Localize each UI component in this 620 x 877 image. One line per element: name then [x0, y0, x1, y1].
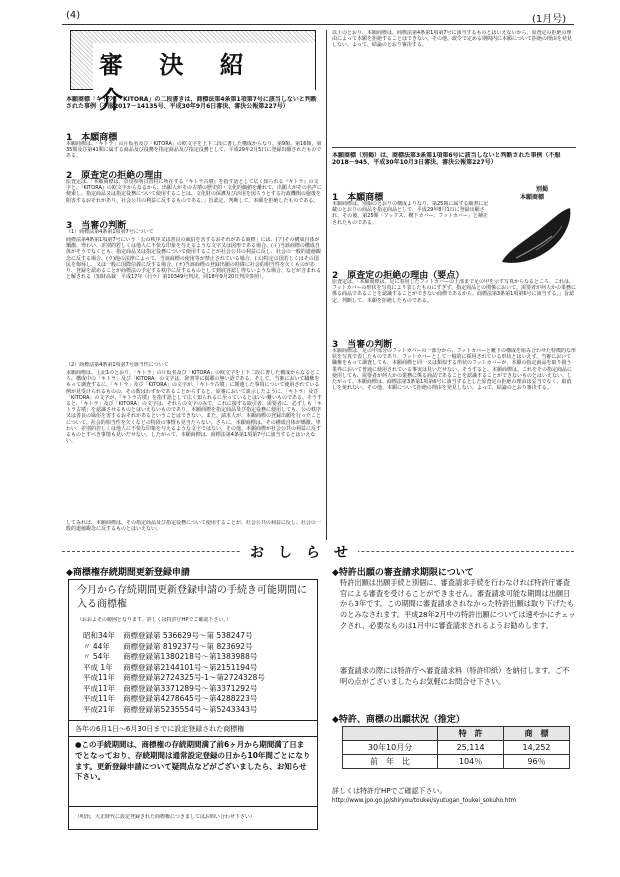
renewal-row: [79, 642, 269, 653]
renewal-row: [79, 694, 269, 705]
c1-s2-title: 2 原査定の拒絶の理由: [66, 171, 163, 179]
c1-s3-body2: 本願商標は、上記1のとおり、「キトラ」の片仮名及び「KITORA」の欧文字を上下二段に書した構成からなるところ、構成中の「キトラ」及び「KITORA」の文字は、辞書等に掲載の無い語である。そして、当審において職権をもって調査するに、「キトラ」及び「KITORA」の文字が、「キトラ古墳」に関連した事項について使用されている例が見受けられるものの、その数はわずかであることからすると、原審において説示したように、「キトラ」及び「KITORA」の文字が、『キトラ古墳』を指す語として広く知られるに至っているとはいい難いものである。そうすると、「キトラ」及び「KITORA」の文字は、それらの文字のみで、これに接する取引者、需要者に、必ずしも「キトラ古墳」を認識させるものとはいえないものであり、本願商標を指定商品及び指定役務に使用しても、公の秩序又は善良の風俗を害するおそれがあるということはできない。また、請求人が、本願商標の登録出願を行ったことについて、社会的相当性を欠くなどの特段の事情も見当たらない。さらに、本願商標は、その構成自体が矯激、卑わい、差別的若しくは他人に不快な印象を与えるような文字ではない。その他、本願商標が社会公共の利益に反するものとすべき事情も見いだせない。したがって、本願商標は、商標法第4条第1項第7号に該当するとはいえない。: [66, 370, 322, 445]
stats-header-cell: 特 許: [438, 727, 504, 741]
renewal-era: 平成 1年: [83, 662, 113, 672]
stats-cell: 104％: [438, 755, 504, 769]
c1-conclusion: 以上のとおり、本願商標は、商標法第4条第1項第7号に該当するものとはいえないから、原査定の拒絶の理由によって本願を拒絶することはできない。その他、政令で定める期間内に本願について拒絶の理由を発見しない。よって、結論のとおり審決する。: [332, 30, 572, 49]
exam-body: 特許出願は出願手続と別個に、審査請求手続を行わなければ特許庁審査官による審査を受けることができません。審査請求可能な期間は出願日から3年です。この期間に審査請求されなかった特許出願は取り下げたものとみなされます。平成28年2月中の特許出願については速やかにチェックされ、必要なものは1月中に審査請求されるようお勧めします。: [340, 578, 576, 630]
c2-s3-body: 本願商標は、足の甲部分のフットカバーの一部分から、フットカバーと靴下の構成を組み合わせた特徴的な形状を写真で表したものであり、フットカバーとして一般的に採用されている形状とはいえず、当審において職権をもって調査しても、本願商標と同一又は類似する形状のフットカバーが、本願の指定商品を取り扱う業界において普通に使用されている事実は見いだせない。そうすると、本願商標は、これをその指定商品に使用しても、需要者が何人かの業務に係る商品であることを認識することができないものとはいえない。したがって、本願商標は、商標法第3条第1項第6号に該当するとした原査定の拒絶の理由は妥当でなく、取消しを免れない。その他、本願について拒絶の理由を発見しない。よって、結論のとおり審決する。: [332, 348, 576, 392]
bekkei-caption: 本願商標: [520, 194, 545, 201]
renewal-number-range: 商標登録第2144101号～第2151194号: [123, 662, 258, 672]
renewal-era: 平成11年: [83, 683, 116, 693]
renewal-footnote: （明治、大正時代に設定登録された商標権につきましてはお問い合わせ下さい）: [75, 814, 255, 820]
renewal-era: 〃 54年: [83, 652, 110, 661]
stats-cell: 30年10月分: [343, 741, 438, 755]
stats-table: [342, 726, 570, 769]
stats-cell: 14,252: [504, 741, 570, 755]
renewal-deadline: 各年の6月1日～6月30日までに設定登録された商標権: [75, 725, 245, 733]
stats-header-row: [343, 727, 570, 741]
foot-cover-mark-image: [496, 204, 576, 270]
stats-cell: 前 年 比: [343, 755, 438, 769]
renewal-row: [79, 631, 269, 642]
oshirase-title: お し ら せ: [240, 542, 358, 562]
c2-s1-body: 本願商標は、別掲のとおりの構成よりなり、第25類に属する願書に記載のとおりの商品を指定商品として、平成29年8月1日に登録出願され、その後、第25類「ソックス、靴下カバー、フットカバー」と補正されたものである。: [332, 201, 489, 226]
issue-label: (1月号): [532, 14, 567, 25]
c1-s3-title: 3 当審の判断: [66, 221, 127, 229]
c1-s1-title: 1 本願商標: [66, 133, 118, 141]
renewal-era: 〃 44年: [83, 641, 110, 651]
renewal-row: [79, 673, 269, 684]
renewal-era: 平成21年: [83, 704, 116, 714]
bekkei-label: 別掲: [536, 186, 549, 193]
renewal-number-range: 商標登録第 536629号～第 538247号: [123, 631, 253, 640]
c2-s2-body: 原査定は、「本願商標は、足に着用したフットカバーの上部まで足の甲を示す写真からなるところ、これは、フットカバーの形状を写真により表したものにすぎず、指定商品との関係において、需要者が何人かの業務に係る商品であることを認識することができない商標であるから、商標法第3条第1項第6号に該当する。」旨認定、判断して、本願を拒絶したものである。: [332, 279, 576, 304]
renewal-divider: [69, 720, 317, 721]
c2-s3-title: 3 当審の判断: [332, 340, 393, 348]
stats-cell: 96％: [504, 755, 570, 769]
page-title: 審 決 紹 介: [93, 43, 315, 117]
renewal-row: [79, 652, 269, 663]
renewal-row: [79, 663, 269, 674]
column-divider: [326, 30, 327, 540]
case1-heading: 本願商標「キトラ」「KITORA」の二段書きは、商標法第4条第1項第7号に該当しないと判断された事例（不服2017－14135号、平成30年9月6日審決、審決公報第227号）: [66, 96, 317, 111]
case-divider: [332, 147, 576, 148]
renewal-era: 昭和34年: [83, 631, 116, 640]
renewal-title: ◆商標権存続期間更新登録申請: [66, 568, 190, 578]
stats-row: [343, 741, 570, 755]
stats-row: [343, 755, 570, 769]
renewal-number-range: 商標登録第 819237号～第 823692号: [123, 641, 253, 651]
renewal-number-range: 商標登録第1380218号～第1383988号: [123, 652, 258, 661]
renewal-number-range: 商標登録第3371289号～第3371292号: [123, 683, 258, 693]
renewal-number-range: 商標登録第2724325号-1～第2724328号: [123, 673, 265, 682]
exam-title: ◆特許出願の審査請求期限について: [332, 568, 474, 578]
renewal-number-range: 商標登録第4278645号～第4288223号: [123, 694, 258, 703]
c1-s3-sub2: （2）商標法第4条第1項第7号該当性について: [66, 362, 169, 368]
stats-header-cell: [343, 727, 438, 741]
header-rule: [62, 24, 574, 25]
c1-s3-sub1: （1）商標法第4条第1項第7号について: [66, 229, 154, 235]
renewal-warning: ●この手続期間は、商標権の存続期間満了前6ヶ月から期間満了日までとなっており、存続期間は通常設定登録の日から10年間ごとになります。更新登録申請について疑問点などがございましたら、お知らせ下さい。: [75, 740, 311, 782]
renewal-era: 平成11年: [83, 673, 116, 682]
page-number: (4): [66, 10, 81, 21]
stats-header-cell: 商 標: [504, 727, 570, 741]
c1-s1-body: 本願商標は、「キトラ」の片仮名及び「KITORA」の欧文字を上下二段に書した構成からなり、第9類、第16類、第35類及び第41類に属する商品及び役務を指定商品及び指定役務として、平成29年2月5日に登録出願されたものである。: [66, 141, 322, 160]
exam-body-2: 審査請求の際には特許庁へ審査請求料（特許印紙）を納付します。ご不明の点がございましたらお気軽にお問合せ下さい。: [340, 666, 570, 686]
renewal-row: [79, 705, 269, 716]
renewal-box: [68, 579, 318, 830]
renewal-box-heading: 今月から存続期間更新登録申請の手続き可能期間に入る商標権: [77, 585, 307, 610]
renewal-box-note: （おおよその範囲となります。詳しくは特許庁HPでご確認下さい。）: [77, 617, 231, 623]
stats-title: ◆特許、商標の出願状況（推定）: [332, 715, 465, 725]
renewal-row: [79, 684, 269, 695]
renewal-number-range: 商標登録第5235554号～第5243343号: [123, 704, 258, 714]
c2-s1-title: 1 本願商標: [332, 193, 384, 201]
stats-url[interactable]: http://www.jpo.go.jp/shiryou/toukei/syutugan_toukei_sokuho.htm: [332, 798, 517, 804]
c1-s3-body3: してみれば、本願商標は、その指定商品及び指定役務について使用することが、社会公共の利益に反し、社会の一般的道徳観念に反するものとはいえない。: [66, 520, 321, 533]
c1-s2-body: 原査定は、「本願商標は、奈良県明日香村に所在する『キトラ古墳』を指す語として広く知られる『キトラ』の文字と、『KITORA』の欧文字からなるから、出願人がその古墳の歴史的・文化的価値を離れて、出願人がその名声に便乗し、指定商品又は指定役務について使用することは、文化財の保護及び活用を図ろうとする行政機関の施策を阻害するおそれがあり、社会公共の利益に反するものである。」旨認定、判断して、本願を拒絶したものである。: [66, 179, 322, 204]
renewal-table: [79, 631, 269, 715]
case2-heading: 本願商標（別掲）は、商標法第3条第1項第6号に該当しないと判断された事例（不服2018－945、平成30年10月3日審決、審決公報第227号）: [332, 152, 561, 167]
renewal-era: 平成11年: [83, 694, 116, 703]
renewal-divider-2: [69, 736, 317, 737]
renewal-divider-3: [69, 806, 317, 807]
c2-s2-title: 2 原査定の拒絶の理由（要点）: [332, 271, 465, 279]
stats-note: 詳しくは特許庁HPでご確認下さい。: [332, 787, 447, 795]
stats-cell: 25,114: [438, 741, 504, 755]
c1-s3-body1: 商標法第4条第1項第7号にいう「公の秩序又は善良の風俗を害するおそれがある商標」には、(ア)その構成自体が矯激、卑わい、差別的若しくは他人に不快な印象を与えるような文字又は図形である場合、(イ)当該商標の構成自体がそうでなくとも、指定商品又は指定役務について使用することが社会公共の利益に反し、社会の一般的道徳観念に反する場合、(ウ)他の法律によって、当該商標の使用等が禁止されている場合、(エ)特定の国若しくはその国民を侮辱し、又は一般に国際信義に反する場合、(オ)当該商標の登録出願の経緯に社会的相当性を欠くものがあり、登録を認めることが商標法の予定する秩序に反するものとして到底容認し得ないような場合、などが含まれると解される（知財高裁 平成17年（行ケ）第10349号判決、同18年9月20日判決参照）。: [66, 237, 322, 281]
